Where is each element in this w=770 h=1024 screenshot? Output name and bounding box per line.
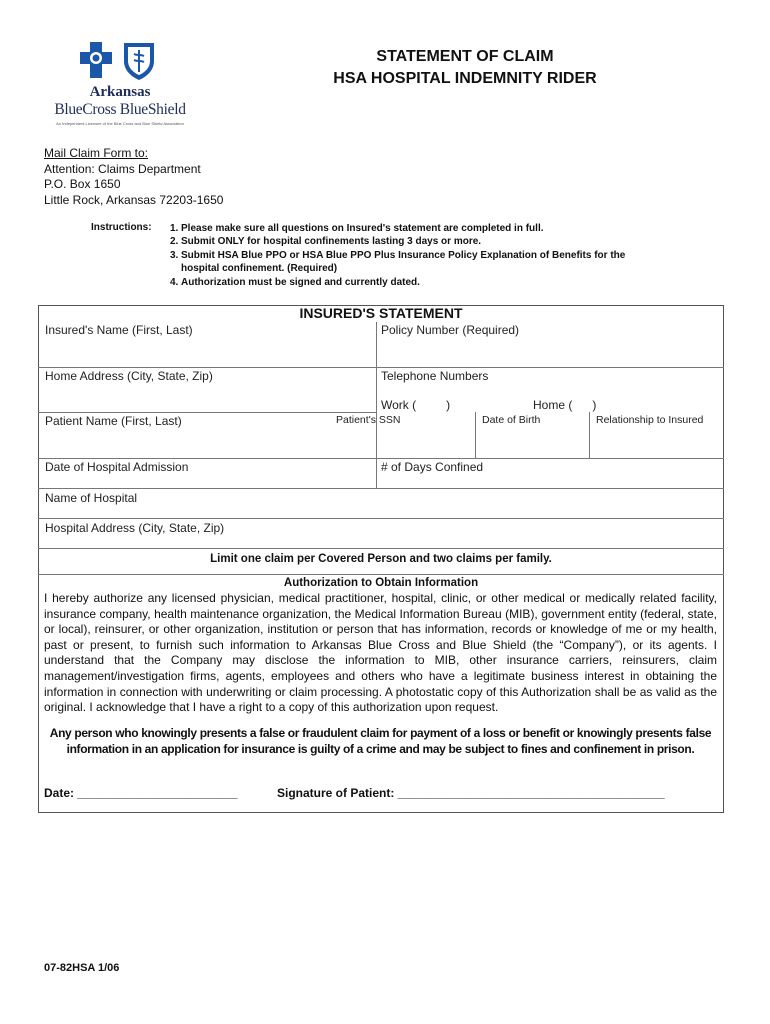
authorization-text: I hereby authorize any licensed physician, medical practitioner, hospital, clinic, or other medical or medically related facility, insurance company, health maintenance organization, the Medical Information Bureau (MIB), government entity (federal, state, or local), reinsurer, or other organization, institution or person that has information, records or knowledge of me or my health, past or present, to furnish such information to Arkansas Blue Cross and Blue Shield (the “Company”), or its agents. I understand that the Company may disclose the information to MIB, other insurance carriers, reinsurers, claim management/investigation firms, agents, employees and others who have a legitimate business interest in obtaining the information in connection with underwriting or claim processing. A photostatic copy of this Authorization shall be as valid as the original. I acknowledge that I have a right to a copy of this authorization upon request. [44,591,717,715]
hospital-address-field[interactable]: Hospital Address (City, State, Zip) [45,521,225,535]
instruction-item: 4. Authorization must be signed and currently dated. [170,276,420,288]
admission-date-field[interactable]: Date of Hospital Admission [45,460,189,474]
form-divider [475,412,476,458]
signature-field[interactable]: Signature of Patient: ________________________________________ [277,786,665,800]
instruction-item: 2. Submit ONLY for hospital confinements lasting 3 days or more. [170,236,482,248]
form-divider [376,458,377,488]
instructions-list [170,222,700,289]
instruction-item: 3. Submit HSA Blue PPO or HSA Blue PPO Plus Insurance Policy Explanation of Benefits for the [170,249,626,261]
cross-shield-logo-icon [76,40,166,82]
mailing-address [44,146,223,208]
date-of-birth-field[interactable]: Date of Birth [482,414,541,426]
form-divider [38,518,724,519]
mail-heading: Mail Claim Form to: [44,146,149,160]
patient-name-field[interactable]: Patient Name (First, Last) [45,414,182,428]
date-field[interactable]: Date: ________________________ [44,786,238,800]
page-title [300,46,630,90]
work-phone-field[interactable]: Work ( ) [381,398,451,412]
section-title: INSURED'S STATEMENT [299,305,463,321]
form-number: 07-82HSA 1/06 [44,962,120,974]
form-divider [38,548,724,549]
form-divider [38,574,724,575]
instructions-label: Instructions: [91,222,152,233]
fraud-warning: Any person who knowingly presents a false or fraudulent claim for payment of a loss or benefit or knowingly presents false information in an application for insurance is guilty of a crime and may be subject to fines and confinement in prison. [49,726,712,756]
form-divider [376,322,377,458]
mail-line-1: Attention: Claims Department [44,161,201,176]
form-divider [38,488,724,489]
mail-line-3: Little Rock, Arkansas 72203-1650 [44,192,224,207]
company-logo [36,40,204,130]
instruction-item: 1. Please make sure all questions on Insured's statement are completed in full. [170,223,544,234]
hospital-name-field[interactable]: Name of Hospital [45,491,138,505]
telephone-label: Telephone Numbers [381,369,489,383]
relationship-field[interactable]: Relationship to Insured [596,414,704,426]
form-divider [38,412,377,413]
brand-name-arkansas: Arkansas [89,84,151,100]
form-divider [38,458,724,459]
limit-notice: Limit one claim per Covered Person and two claims per family. [210,553,552,565]
brand-tagline: An Independent Licensee of the Blue Cross and Blue Shield Association [56,121,184,126]
patient-ssn-field[interactable]: Patient's SSN [336,414,401,426]
home-phone-field[interactable]: Home ( ) [533,398,597,412]
brand-name-bcbs: BlueCross BlueShield [54,101,186,118]
authorization-title: Authorization to Obtain Information [283,577,479,589]
home-address-field[interactable]: Home Address (City, State, Zip) [45,369,213,383]
mail-line-2: P.O. Box 1650 [44,177,121,191]
form-divider [589,412,590,458]
title-line-2: HSA HOSPITAL INDEMNITY RIDER [333,70,597,87]
title-line-1: STATEMENT OF CLAIM [376,48,554,65]
form-divider [38,367,724,368]
insured-name-field[interactable]: Insured's Name (First, Last) [45,323,193,337]
instruction-item: hospital confinement. (Required) [181,263,338,275]
days-confined-field[interactable]: # of Days Confined [381,460,484,474]
policy-number-field[interactable]: Policy Number (Required) [381,323,520,337]
